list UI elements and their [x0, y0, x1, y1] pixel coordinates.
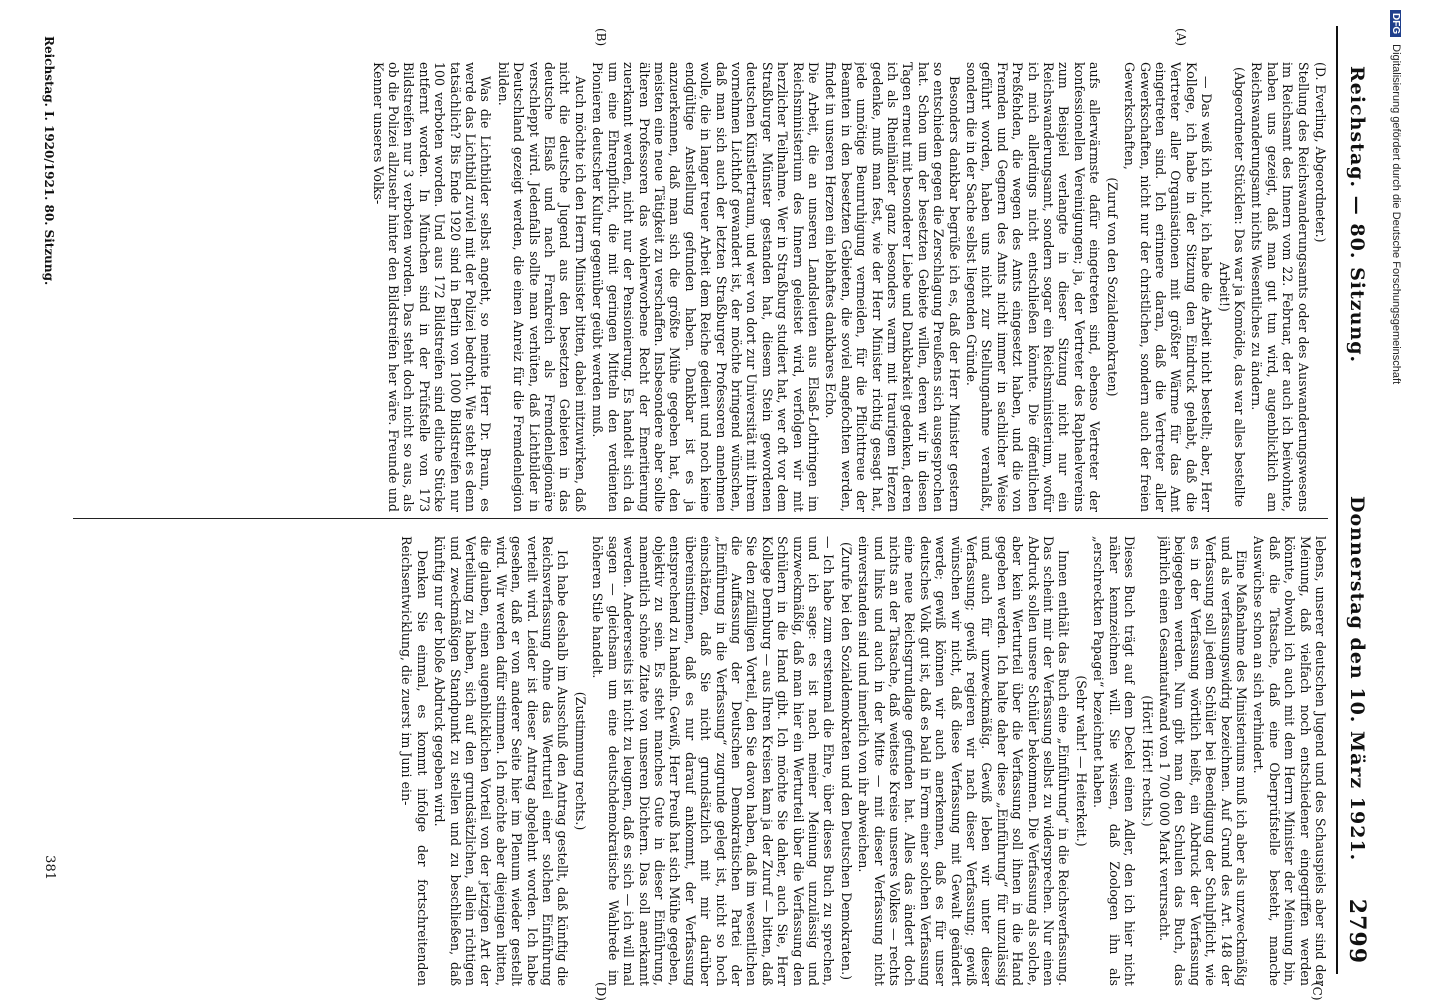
margin-marker-c: (C): [1310, 982, 1324, 1001]
paragraph: (Hört! Hört! rechts.): [1139, 695, 1155, 827]
document-page: [42, 0, 1390, 1001]
paragraph: (Abgeordneter Stücklen: Das war ja Komödie, das war alles bestellte Arbeit!): [1216, 66, 1247, 508]
paragraph: Ich habe deshalb im Ausschuß den Antrag gestellt, daß künftig die Reichsverfassung ohne das Werturteil einer solchen Einführung verteilt wird. Leider ist dieser Antrag abgelehnt worden. Ich habe gesehen, daß er von anderer Seite hier im Plenum wieder gestellt wird. Wir werden dafür stimmen. Ich möchte aber diejenigen bitten, die glauben, einen augenblicklichen Vorteil von der jetzigen Art der Verteilung zu haben, sich auf den grundsätzlichen, allein richtigen und zweckmäßigen Standpunkt zu stellen und zu beschließen, daß künftig nur der bloße Abdruck gegeben wird.: [432, 536, 571, 986]
paragraph: (D. Everling, Abgeordneter.): [1313, 62, 1328, 243]
page-footer: Reichstag. I. 1920/1921. 80. Sitzung.: [42, 36, 56, 286]
sheet-number: 381: [42, 855, 57, 880]
digitization-text: Digitalisierung gefördert durch die Deutsche Forschungsgemeinschaft: [1390, 44, 1402, 385]
paragraph: Stellung des Reichswanderungsamts oder des Auswanderungswesens im Reichsamt des Innern vom 22. Februar, der auch ich beiwohnte, haben uns gezeigt, daß man gut tun wird, augenblicklich am Reichswanderungsamt nichts Wesentliches zu ändern.: [1249, 62, 1311, 512]
paragraph: Denken Sie einmal, es kommt infolge der fortschreitenden Reichsentwicklung, die zuerst im Juni ein-: [399, 536, 430, 986]
paragraph: — Das weiß ich nicht, ich habe die Arbeit nicht bestellt; aber, Herr Kollege, ich habe in der Sitzung den Eindruck gehabt, daß die Vertreter aller Organisationen mit größter Wärme für das Amt eingetreten sind. Ich erinnere daran, daß die Vertreter aller Gewerkschaften, nicht nur der christlichen, sondern auch der freien Gewerkschaften,: [1122, 62, 1215, 512]
paragraph: (Zurufe bei den Sozialdemokraten und den Deutschen Demokraten.): [838, 541, 854, 981]
paragraph: (Sehr wahr! — Heiterkeit.): [1073, 675, 1089, 847]
paragraph: Eine Maßnahme des Ministeriums muß ich aber als unzweckmäßig und als verfassungswidrig bezeichnen. Auf Grund des Art. 148 der Verfassung soll jedem Schüler bei Beendigung der Schulpflicht, wie es in der Verfassung wörtlich heißt, ein Abdruck der Verfassung beigegeben werden. Nun gibt man den Schulen das Buch, das jährlich einen Gesamtaufwand von 1 700 000 Mark verursacht.: [1156, 536, 1249, 986]
paragraph: Die Arbeit, die an unseren Landsleuten aus Elsaß-Lothringen im Reichsministerium des Innern geleistet wird, verfolgen wir mit herzlicher Teilnahme. Wer in Straßburg studiert hat, wer oft vor dem Straßburger Münster gestanden hat, diesem Stein gewordenen deutschen Künstlertraum, und wer von dort zur Universität mit ihrem vornehmen Lichthof gewandert ist, der möchte bringend wünschen, daß man sich auch der letzten Straßburger Professoren annehmen wolle, die in langer treuer Arbeit dem Reiche gedient und noch keine endgültige Anstellung gefunden haben. Dankbar ist es ja anzuerkennen, daß man sich die größte Mühe gegeben hat, den meisten eine neue Tätigkeit zu verschaffen. Insbesondere aber sollte älteren Professoren das wohlerworbene Recht der Emeritierung zuerkannt werden, nicht nur der Pensionierung. Es handelt sich da um eine Ehrenpflicht, die mit geringen Mitteln den verdienten Pionieren deutscher Kultur gegenüber geübt werden muß.: [590, 62, 821, 512]
paragraph: lebens, unserer deutschen Jugend und des Schauspiels aber sind der Meinung, daß vielfach noch entschiedener eingegriffen werden könnte, obwohl ich auch mit dem Herrn Minister der Meinung bin, daß die Tatsache, daß eine Oberprüfstelle besteht, manche Auswüchse schon an sich verhindert.: [1251, 536, 1328, 986]
page-header: [1336, 26, 1372, 974]
paragraph: Was die Lichtbilder selbst angeht, so meinte Herr Dr. Braun, es werde das Lichtbild zuviel mit der Polizei bedroht. Wie steht es denn tatsächlich? Bis Ende 1920 sind in Berlin von 1000 Bildstreifen nur 100 verboten worden. Und aus 172 Bildstreifen sind etliche Stücke entfernt worden. In München sind in der Prüfstelle von 173 Bildstreifen nur 3 verboten worden. Das steht doch nicht so aus, als ob die Polizei allzusehr hinter den Bildstreifen her wäre. Freunde und Kenner unseres Volks-: [370, 62, 494, 512]
digitization-note: [1378, 10, 1402, 970]
column-divider: [73, 518, 1328, 519]
dfg-logo: DFG: [1390, 10, 1401, 37]
page-number: 2799: [1344, 898, 1370, 964]
column-left: [73, 62, 1328, 512]
text-columns: [68, 26, 1328, 1001]
paragraph: Besonders dankbar begrüße ich es, daß der Herr Minister gestern so entschieden gegen die Zerschlagung Preußens sich ausgesprochen hat. Schon um der besetzten Gebiete willen, deren wir in diesen Tagen erneut mit besonderer Liebe und Dankbarkeit gedenken, deren ich als Rheinländer ganz besonders warm mit traurigem Herzen gedenke, muß man fest, wie der Herr Minister richtig gesagt hat, jede unnötige Beunruhigung vermeiden, für die Pflichttreue der Beamten in den besetzten Gebieten, die soviel angefochten werden, findet in unseren Herzen ein lebhaftes dankbares Echo.: [823, 62, 962, 512]
paragraph: (Zustimmung rechts.): [572, 691, 588, 831]
margin-marker-a: (A): [1174, 28, 1188, 47]
header-left: Reichstag. — 80. Sitzung.: [1346, 66, 1368, 364]
paragraph: Auch möchte ich den Herrn Minister bitten, dabei mitzuwirken, daß nicht die deutsche Jugend aus den besetzten Gebieten in das deutsche Elsaß und nach Frankreich als Fremdenlegionäre verschleppt wird. Jedenfalls sollte man verhüten, daß Lichtbilder in Deutschland gezeigt werden, die einen Anreiz für die Fremdenlegion bilden.: [495, 62, 588, 512]
paragraph: aufs allerwärmste dafür eingetreten sind, ebenso Vertreter der konfessionellen Vereinigungen; ja, der Vertreter des Raphaelvereins zum Beispiel verlangte in dieser Sitzung nicht nur ein Reichswanderungsamt, sondern sogar ein Reichsministerium, wofür ich mich allerdings nicht entschließen könnte. Die öffentlichen Preßfehden, die wegen des Amts eingesetzt haben, und die von Fremden und Gegnern des Amts nicht immer in sachlicher Weise geführt worden, haben uns nicht zur Stellungnahme veranlaßt, sondern die in der Sache selbst liegenden Gründe.: [964, 62, 1103, 512]
header-date: Donnerstag den 10. März 1921.: [1346, 496, 1368, 862]
paragraph: Innen enthält das Buch eine „Einführung“ in die Reichsverfassung. Das scheint mir der Verfassung selbst zu widersprechen. Nur einen Abdruck sollen unsere Schüler bekommen. Die Verfassung als solche, aber kein Werturteil über die Verfassung soll ihnen in die Hand gegeben werden. Ich halte daher diese „Einführung“ für unzulässig und auch für unzweckmäßig. Gewiß leben wir unter dieser Verfassung; gewiß regieren wir nach dieser Verfassung; gewiß wünschen wir nicht, daß diese Verfassung mit Gewalt geändert werde; gewiß können wir auch anerkennen, daß es für unser deutsches Volk gut ist, daß es bald in Form einer solchen Verfassung eine neue Reichsgrundlage gefunden hat. Alles das ändert doch nichts an der Tatsache, daß weiteste Kreise unseres Volkes — rechts und links und auch in der Mitte — mit dieser Verfassung nicht einverstanden sind und innerlich von ihr abweichen.: [856, 536, 1072, 986]
paragraph: — Ich habe zum erstenmal die Ehre, über dieses Buch zu sprechen, und ich sage: es ist nach meiner Meinung unzulässig und unzweckmäßig, daß man hier ein Werturteil über die Verfassung den Schülern in die Hand gibt. Ich möchte Sie daher, auch Sie, Herr Kollege Dernburg — aus Ihren Kreisen kam ja der Zuruf — bitten, daß Sie den zufälligen Vorteil, den Sie davon haben, daß im wesentlichen die Auffassung der Deutschen Demokratischen Partei der „Einführung in die Verfassung“ zugrunde gelegt ist, nicht so hoch einschätzen, daß Sie nicht grundsätzlich mit mir darüber übereinstimmen, daß es nur darauf ankommt, der Verfassung entsprechend zu handeln. Gewiß, Herr Preuß hat sich Mühe gegeben, objektiv zu sein. Es steht manches Gute in dieser Einführung, namentlich schöne Zitate von unseren Dichtern. Das soll anerkannt werden. Andererseits ist nicht zu leugnen, daß es sich — ich will mal sagen — gleichsam um eine deutschdemokratische Wahlrede im höheren Stile handelt.: [590, 536, 837, 986]
margin-marker-d: (D): [594, 982, 608, 1001]
column-right: [73, 536, 1328, 986]
paragraph: Dieses Buch trägt auf dem Deckel einen Adler, den ich hier nicht näher kennzeichnen will. Sie wissen, daß Zoologen ihn als „erschreckten Papagei“ bezeichnet haben.: [1091, 536, 1138, 986]
margin-marker-b: (B): [594, 28, 608, 47]
paragraph: (Zuruf von den Sozialdemokraten): [1104, 177, 1120, 397]
